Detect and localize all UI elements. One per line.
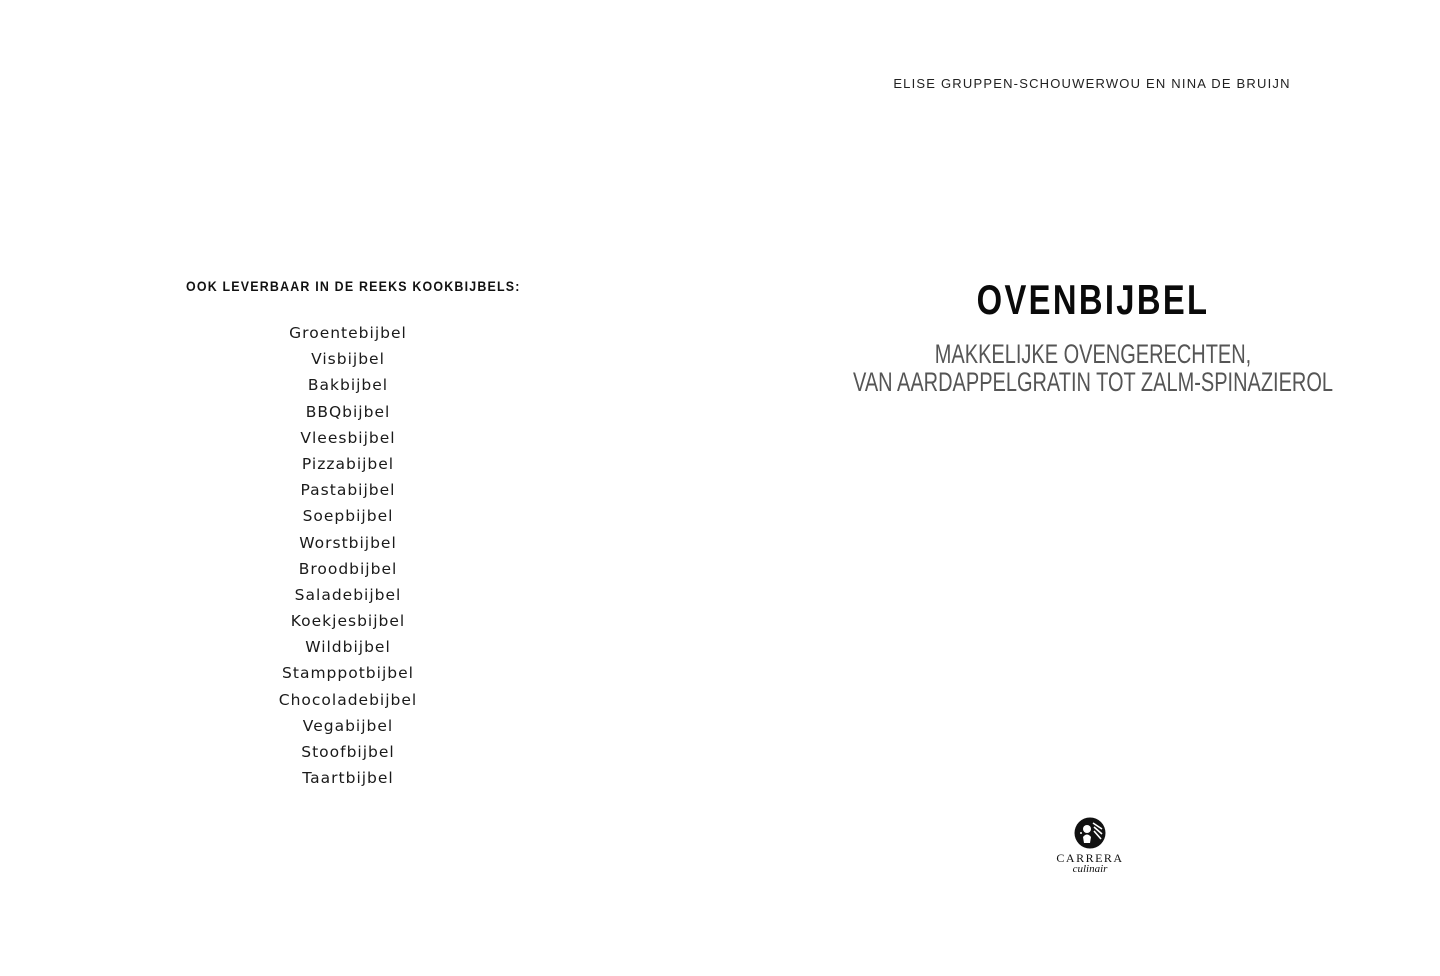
series-heading: OOK LEVERBAAR IN DE REEKS KOOKBIJBELS: <box>186 279 521 294</box>
publisher-name: CARRERA <box>1056 851 1124 865</box>
authors: ELISE GRUPPEN-SCHOUWERWOU EN NINA DE BRUIJN <box>893 76 1291 91</box>
publisher-sub: culinair <box>1072 863 1108 875</box>
subtitle-line-1: MAKKELIJKE OVENGERECHTEN, <box>934 339 1252 369</box>
subtitle-line-2: VAN AARDAPPELGRATIN TOT ZALM-SPINAZIEROL <box>852 367 1334 397</box>
series-title: Stoofbijbel <box>301 743 395 761</box>
series-title: Vleesbijbel <box>300 428 396 447</box>
series-title: Groentebijbel <box>289 324 407 342</box>
carrera-logo-icon <box>1074 817 1106 849</box>
series-title: Visbijbel <box>311 350 385 369</box>
series-title: Broodbijbel <box>298 559 398 578</box>
series-list <box>198 320 498 791</box>
book-subtitle <box>797 340 1389 396</box>
series-title: Worstbijbel <box>299 533 397 552</box>
series-title: Chocoladebijbel <box>278 690 418 709</box>
series-title: BBQbijbel <box>305 402 391 421</box>
book-title: OVENBIJBEL <box>976 276 1210 323</box>
publisher-logo <box>1040 817 1140 875</box>
series-title: Vegabijbel <box>302 716 394 735</box>
series-title: Soepbijbel <box>302 507 394 526</box>
series-title: Bakbijbel <box>307 376 389 395</box>
series-title: Pizzabijbel <box>301 454 395 473</box>
series-title: Pastabijbel <box>300 481 396 500</box>
series-title: Saladebijbel <box>294 585 402 604</box>
series-title: Stamppotbijbel <box>282 664 414 683</box>
series-title: Taartbijbel <box>302 769 394 788</box>
series-title: Koekjesbijbel <box>290 612 406 631</box>
series-title: Wildbijbel <box>305 638 391 657</box>
